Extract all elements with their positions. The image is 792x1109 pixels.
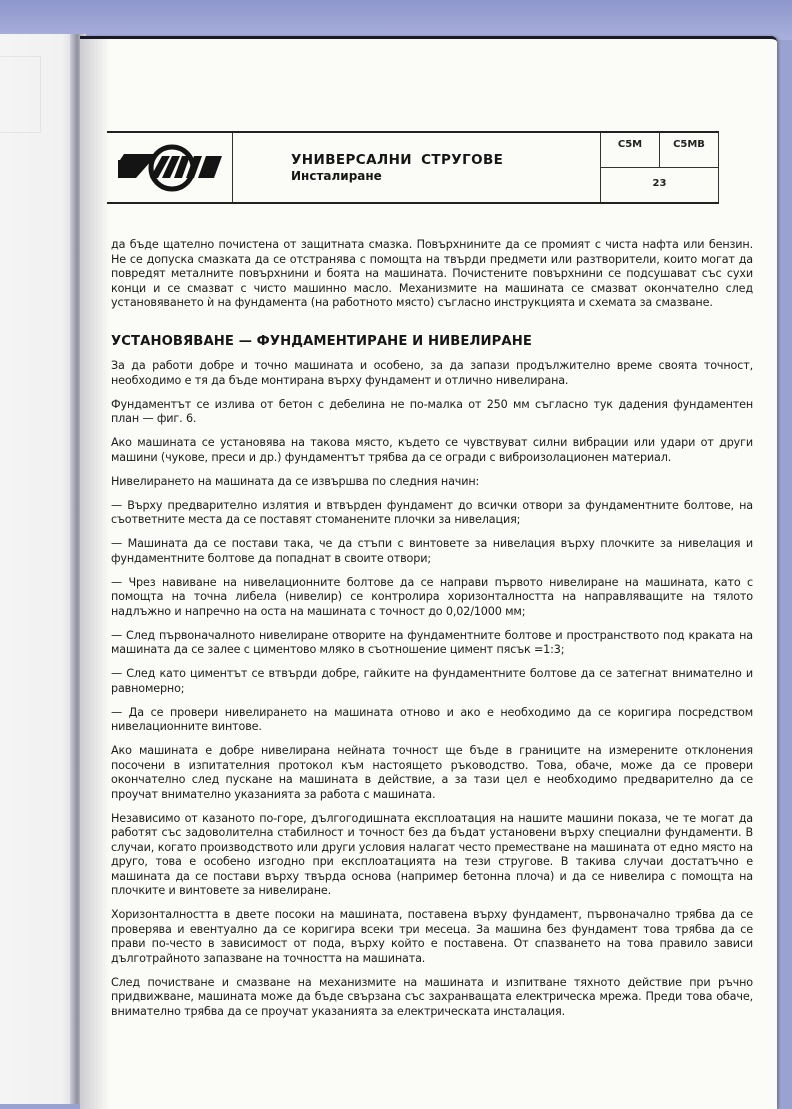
- scan-background: [0, 0, 792, 40]
- model-label: С5МВ: [673, 139, 705, 150]
- model-label: С5М: [601, 133, 660, 167]
- section-heading: УСТАНОВЯВАНЕ — ФУНДАМЕНТИРАНЕ И НИВЕЛИРАНЕ: [111, 333, 532, 349]
- company-logo-icon: [114, 140, 226, 196]
- document-title: УНИВЕРСАЛНИ СТРУГОВЕ: [291, 152, 504, 168]
- left-page-header-remnant: [0, 56, 41, 133]
- page-header: [107, 131, 719, 204]
- list-item: — Да се провери нивелирането на машината отново и ако е необходимо да се коригира посредством нивелационните винтове.: [111, 705, 753, 733]
- document-page: [80, 36, 777, 1109]
- document-subtitle: Инсталиране: [291, 169, 382, 183]
- paragraph: След почистване и смазване на механизмите на машината и изпитване тяхното действие при ръчно придвижване, машината може да бъде свързана със захранващата електрическа мрежа. Преди това обаче, внимателно трябва да се проучат указанията за електрическата инсталация.: [111, 975, 753, 1018]
- paragraph: Хоризонталността в двете посоки на машината, поставена върху фундамент, първоначално трябва да се проверява и евентуално да се коригира всеки три месеца. За машина без фундамент това трябва да се прави по-често в зависимост от пода, върху който е поставена. От спазването на това правило зависи дълготрайното запазване на точността на машината.: [111, 908, 753, 965]
- title-cell: [233, 133, 600, 202]
- list-item: — Машината да се постави така, че да стъпи с винтовете за нивелация върху плочките за нивелация и фундаментните болтове да попаднат в своите отвори;: [111, 537, 753, 565]
- logo-cell: [107, 133, 233, 202]
- list-item: — След като циментът се втвърди добре, гайките на фундаментните болтове да се затегнат внимателно и равномерно;: [111, 667, 753, 695]
- paragraph: Ако машината се установява на такова място, където се чувствуват силни вибрации или удари от други машини (чукове, преси и др.) фундаментът трябва да се огради с виброизолационен материал.: [111, 436, 753, 464]
- paragraph: Нивелирането на машината да се извършва по следния начин:: [111, 474, 480, 488]
- model-cell: [600, 133, 719, 202]
- paragraph: Фундаментът се излива от бетон с дебелина не по-малка от 250 мм съгласно тук дадения фундаментен план — фиг. 6.: [111, 397, 753, 425]
- page-number: 23: [652, 178, 667, 189]
- paragraph: Независимо от казаното по-горе, дългогодишната експлоатация на нашите машини показа, че те могат да работят със задоволителна стабилност и точност без да бъдат установени върху специални фундаменти. В случаи, когато производството или други условия налагат често преместване на машината от едно място на друго, това е особено изгодно при експлоатацията на тези стругове. В такива случаи достатъчно е машината да се постави върху твърда основа (например бетонна плоча) и да се нивелира с помощта на плочките и винтовете за нивелиране.: [111, 811, 753, 897]
- list-item: — Върху предварително излятия и втвърден фундамент до всички отвори за фундаментните болтове, на съответните места да се поставят стоманените плочки за нивелация;: [111, 498, 753, 526]
- list-item: — След първоначалното нивелиране отворите на фундаментните болтове и пространството под краката на машината да се залее с циментово мляко в съотношение цимент пясък =1:3;: [111, 628, 753, 656]
- list-item: — Чрез навиване на нивелационните болтове да се направи първото нивелиране на машината, като с помощта на точна либела (нивелир) се контролира хоризонталността на направляващите на тялото надлъжно и напречно на оста на машината с точност до 0,02/1000 мм;: [111, 575, 753, 618]
- paragraph: За да работи добре и точно машината и особено, за да запази продължително време своята точност, необходимо е тя да бъде монтирана върху фундамент и отлично нивелирана.: [111, 359, 753, 387]
- model-row: [601, 133, 718, 168]
- intro-paragraph: да бъде щателно почистена от защитната смазка. Повърхнините да се промият с чиста нафта или бензин. Не се допуска смазката да се отстранява с помощта на твърди предмети или разтворители, които могат да повредят металните повърхнини и боята на машината. Почистените повърхнини се подсушават със сухи конци и се смазват с чисто машинно масло. Механизмите на машината се смазват окончателно след установяването ѝ на фундамента (на работното място) съгласно инструкцията и схемата за смазване.: [111, 238, 753, 309]
- left-page-edge: [0, 34, 78, 1104]
- paragraph: Ако машината е добре нивелирана нейната точност ще бъде в границите на измерените отклонения посочени в изпитателния протокол към настоящето ръководство. Това, обаче, може да се провери окончателно след пускане на машината в действие, а за тази цел е необходимо предварително да се проучат внимателно указанията за работа с машината.: [111, 744, 753, 801]
- page-content: [111, 238, 753, 1029]
